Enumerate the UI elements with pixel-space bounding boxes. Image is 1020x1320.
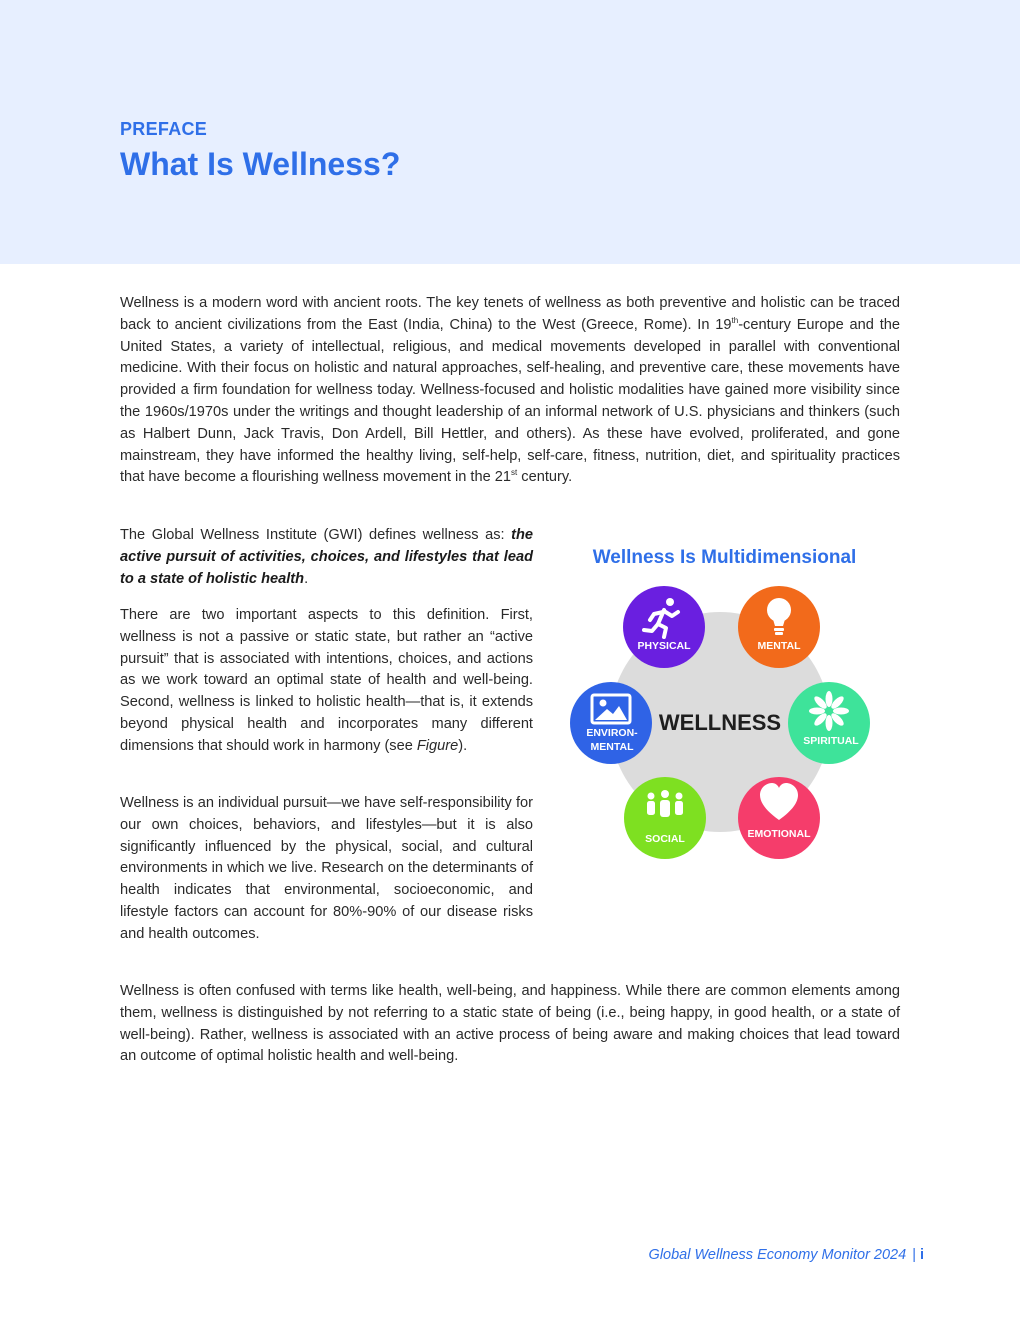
dimension-environmental — [570, 682, 652, 764]
center-label: WELLNESS — [658, 710, 782, 735]
social-label: SOCIAL — [645, 833, 685, 845]
lotus-flower-icon — [809, 691, 849, 731]
dimension-mental — [738, 586, 820, 668]
physical-label: PHYSICAL — [637, 640, 691, 652]
wellness-wheel-diagram — [560, 580, 880, 870]
emotional-label: EMOTIONAL — [747, 828, 811, 840]
page-footer — [649, 1247, 924, 1263]
dimension-spiritual — [788, 682, 870, 764]
p1-text-a: Wellness is a modern word with ancient roots. The key tenets of wellness as both preventive and holistic can be traced back to ancient civilizations from the East (India, China) to the West (Greece, Rome). In 19 — [120, 295, 900, 333]
section-kicker: PREFACE — [120, 119, 208, 139]
p1-text-c: century. — [517, 469, 573, 486]
figure-title: Wellness Is Multidimensional — [592, 547, 857, 568]
paragraph-definition — [120, 525, 533, 590]
footer-publication-title: Global Wellness Economy Monitor 2024 — [648, 1247, 907, 1263]
environmental-label-line1: ENVIRON- — [586, 727, 638, 739]
p3-text-b: ). — [458, 737, 468, 754]
wellness-definition: the active pursuit of activities, choices, and lifestyles that lead to a state of holistic health — [120, 527, 533, 587]
spiritual-label: SPIRITUAL — [803, 735, 859, 747]
people-group-icon — [647, 790, 683, 817]
figure-reference: Figure — [416, 737, 459, 754]
mental-label: MENTAL — [757, 640, 801, 652]
dimension-physical — [623, 586, 705, 668]
p2-end: . — [304, 570, 309, 587]
social-circle — [624, 777, 706, 859]
p3-text-a: There are two important aspects to this definition. First, wellness is not a passive or static state, but rather an “active pursuit” that is associated with intentions, choices, and actions as we work toward an optimal state of health and well-being. Second, wellness is linked to holistic health—that is, it extends beyond physical health and incorporates many different dimensions that should work in harmony (see — [120, 607, 533, 754]
dimension-social — [624, 777, 706, 859]
p1-sup-th: th — [731, 315, 739, 325]
p2-intro: The Global Wellness Institute (GWI) defines wellness as: — [120, 527, 512, 543]
paragraph-confusion: Wellness is often confused with terms like health, well-being, and happiness. While there are common elements among them, wellness is distinguished by not referring to a static state of being (i.e., being happy, in good health, or a state of well-being). Rather, wellness is associated with an active process of being aware and making choices that lead toward an outcome of optimal holistic health and well-being. — [120, 983, 900, 1065]
p1-text-b: -century Europe and the United States, a variety of intellectual, religious, and medical movements developed in parallel with conventional medicine. With their focus on holistic and natural approaches, self-healing, and preventive care, these movements have provided a firm foundation for wellness today. Wellness-focused and holistic modalities have gained more visibility since the 1960s/1970s under the writings and thought leadership of an informal network of U.S. physicians and thinkers (such as Halbert Dunn, Jack Travis, Don Ardell, Bill Hettler, and others). As these have evolved, proliferated, and gone mainstream, they have informed the healthy living, self-help, self-care, fitness, nutrition, diet, and spirituality practices that have become a flourishing wellness movement in the 21 — [120, 316, 900, 486]
p1-sup-st: st — [511, 468, 518, 478]
paragraph-history — [120, 293, 900, 489]
footer-separator: | — [912, 1247, 916, 1263]
page-number: i — [919, 1247, 924, 1263]
paragraph-individual-pursuit: Wellness is an individual pursuit—we have self-responsibility for our own choices, behaviors, and lifestyles—but it is also significantly influenced by the physical, social, and cultural environments in which we live. Research on the determinants of health indicates that environmental, socioeconomic, and lifestyle factors can account for 80%-90% of our disease risks and health outcomes. — [120, 795, 533, 942]
environmental-label-line2: MENTAL — [590, 741, 634, 753]
paragraph-aspects — [120, 605, 533, 758]
dimension-emotional — [738, 777, 820, 859]
page-title: What Is Wellness? — [120, 146, 401, 182]
